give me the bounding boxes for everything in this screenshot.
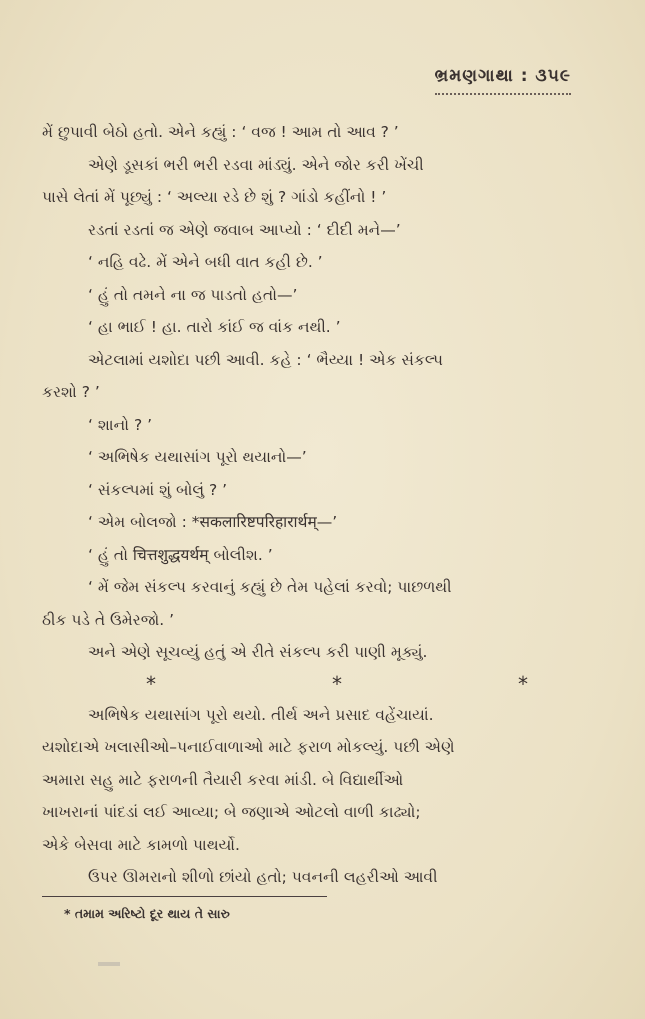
text-line: એણે ડૂસકાં ભરી ભરી રડવા માંડ્યું. એને જોર કરી ખેંચી [88,155,424,174]
text-line: અભિષેક યથાસાંગ પૂરો થયો. તીર્થ અને પ્રસાદ વહેંચાયાં. [88,705,434,724]
text-line: એટલામાં યશોદા પછી આવી. કહે : ‘ ભૈય્યા ! એક સંકલ્પ [88,350,443,369]
text-line: ‘ શાનો ? ’ [88,415,153,434]
text-line: ઉપર ઊમરાનો શીળો છાંયો હતો; પવનની લહરીઓ આવી [88,868,438,886]
paper-smudge [98,962,120,966]
text-line: ‘ મેં જેમ સંકલ્પ કરવાનું કહ્યું છે તેમ પહેલાં કરવો; પાછળથી [88,578,452,596]
running-head [435,66,571,95]
text-line: ખાખરાનાં પાંદડાં લઈ આવ્યા; બે જણાએ ઓટલો વાળી કાઢ્યો; [42,803,421,821]
text-line: ‘ હા ભાઈ ! હા. તારો કાંઈ જ વાંક નથી. ’ [88,318,341,336]
separator-star: * [518,671,528,696]
text-line: ‘ સંકલ્પમાં શું બોલું ? ’ [88,480,228,499]
footnote: * તમામ અરિષ્ટો દૂર થાય તે સારુ [64,906,230,921]
text-line: પાસે લેતાં મેં પૂછ્યું : ‘ અલ્યા રડે છે શું ? ગાંડો કહીંનો ! ’ [42,188,387,206]
text-line: ‘ હું તો તમને ના જ પાડતો હતો—’ [88,285,298,304]
text-line: અને એણે સૂચવ્યું હતું એ રીતે સંકલ્પ કરી પાણી મૂક્યું. [88,643,428,661]
footnote-rule [42,896,327,897]
text-line: ‘ નહિ વઢે. મેં એને બધી વાત કહી છે. ’ [88,253,323,271]
text-line: યશોદાએ ખલાસીઓ–પનાઈવાળાઓ માટે ફરાળ મોકલ્યું. પછી એણે [42,738,455,756]
running-head-text: ભ્રમણગાથા : ૩૫૯ [434,66,571,86]
text-line: ‘ એમ બોલજો : *सकलारिष्टपरिहारार्थम्—’ [88,513,338,531]
text-line: એકે બેસવા માટે કામળો પાથર્યો. [42,835,240,854]
text-line: ‘ અભિષેક યથાસાંગ પૂરો થયાનો—’ [88,448,307,466]
text-line: ‘ હું તો चित्तशुद्धयर्थम् બોલીશ. ’ [88,545,273,564]
text-line: રડતાં રડતાં જ એણે જવાબ આપ્યો : ‘ દીદી મને—’ [88,220,401,239]
separator-star: * [146,671,156,696]
body-text [42,116,602,894]
running-head-underline [435,87,571,95]
section-separator [42,669,602,699]
text-line: મેં છુપાવી બેઠો હતો. એને કહ્યું : ‘ વજ ! આમ તો આવ ? ’ [42,123,399,141]
text-line: ઠીક પડે તે ઉમેરજો. ’ [42,610,175,629]
text-line: અમારા સહુ માટે ફરાળની તૈયારી કરવા માંડી. બે વિદ્યાર્થીઓ [42,770,404,789]
text-line: કરશો ? ’ [42,383,100,401]
separator-star: * [332,671,342,696]
